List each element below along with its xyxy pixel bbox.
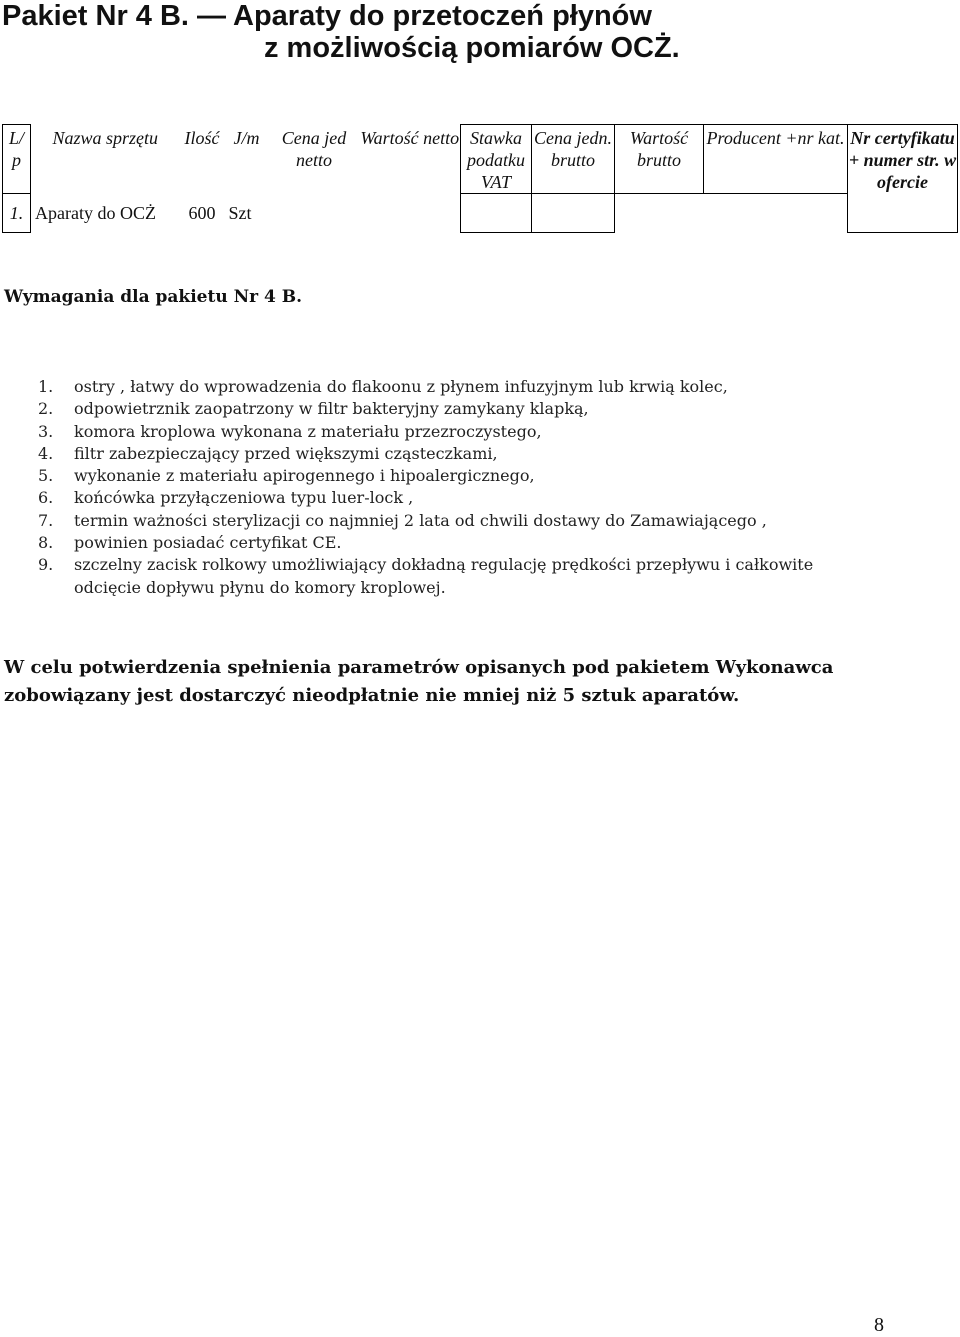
page-title-line1: Pakiet Nr 4 B. — Aparaty do przetoczeń płynów	[2, 0, 652, 32]
header-lp: L/ p	[3, 125, 31, 194]
list-item	[0, 421, 813, 443]
list-item-text: ostry , łatwy do wprowadzenia do flakoonu z płynem infuzyjnym lub krwią kolec,	[74, 377, 728, 396]
list-item-text: odpowietrznik zaopatrzony w filtr bakteryjny zamykany klapką,	[74, 399, 589, 419]
page-title-line2: z możliwością pomiarów OCŻ.	[264, 32, 680, 64]
row-value-net	[360, 194, 461, 233]
header-unit-price-gross: Cena jedn. brutto	[532, 125, 615, 194]
list-item-number: 6.	[38, 488, 54, 508]
header-certificate: Nr certyfikatu + numer str. w ofercie	[848, 125, 958, 233]
header-value-net: Wartość netto	[360, 127, 460, 148]
list-item	[0, 443, 813, 465]
list-item-text: komora kroplowa wykonana z materiału przezroczystego,	[74, 421, 542, 441]
requirements-title: Wymagania dla pakietu Nr 4 B.	[4, 287, 303, 307]
row-unit: Szt	[228, 203, 252, 223]
list-item-number: 7.	[38, 510, 54, 530]
row-lp: 1.	[3, 194, 31, 233]
header-unit: J/m	[233, 127, 260, 148]
list-item-text: termin ważności sterylizacji co najmniej 2 lata od chwili dostawy do Zamawiającego ,	[74, 510, 767, 530]
offer-table	[2, 124, 958, 233]
list-item-text: filtr zabezpieczający przed większymi cząsteczkami,	[74, 443, 498, 463]
row-producer	[704, 194, 848, 233]
header-producer: Producent +nr kat.	[704, 125, 848, 194]
page-title	[2, 0, 680, 64]
list-item-number: 3.	[38, 421, 54, 441]
list-item	[0, 510, 813, 532]
list-item-text: szczelny zacisk rolkowy umożliwiający dokładną regulację prędkości przepływu i całkowite	[74, 555, 814, 575]
list-item	[0, 398, 813, 420]
table-header-row	[3, 125, 958, 194]
header-name: Nazwa sprzętu	[52, 127, 159, 148]
list-item	[0, 487, 813, 509]
row-vat	[461, 194, 532, 233]
header-value-gross: Wartość brutto	[615, 125, 704, 194]
page-number: 8	[874, 1314, 884, 1336]
header-vat: Stawka podatku VAT	[461, 125, 532, 194]
header-qty: Ilość	[184, 127, 220, 148]
list-item-number: 8.	[38, 533, 54, 553]
row-unit-price-net	[269, 194, 360, 233]
list-item-number: 9.	[38, 555, 54, 575]
list-item-number: 1.	[38, 377, 54, 396]
list-item	[0, 554, 813, 599]
requirements-list	[0, 376, 813, 599]
list-item-text: końcówka przyłączeniowa typu luer-lock ,	[74, 488, 414, 508]
row-unit-price-gross	[532, 194, 615, 233]
confirmation-note: W celu potwierdzenia spełnienia parametrów opisanych pod pakietem Wykonawca zobowiązany jest dostarczyć nieodpłatnie nie mniej niż 5 sztuk aparatów.	[4, 657, 834, 706]
list-item	[0, 376, 813, 398]
header-unit-price-net: Cena jed netto	[281, 127, 347, 170]
row-qty: 600	[188, 203, 216, 223]
row-value-gross	[615, 194, 704, 233]
list-item-number: 4.	[38, 443, 54, 463]
row-name: Aparaty do OCŻ	[35, 203, 156, 223]
list-item-number: 2.	[38, 399, 54, 419]
table-row	[3, 194, 958, 233]
list-item-text: wykonanie z materiału apirogennego i hipoalergicznego,	[74, 466, 535, 486]
list-item-text: powinien posiadać certyfikat CE.	[74, 533, 342, 553]
list-item-number: 5.	[38, 466, 54, 486]
list-item	[0, 532, 813, 554]
list-item-text-continued: odcięcie dopływu płynu do komory kroplowej.	[74, 577, 446, 597]
list-item	[0, 465, 813, 487]
